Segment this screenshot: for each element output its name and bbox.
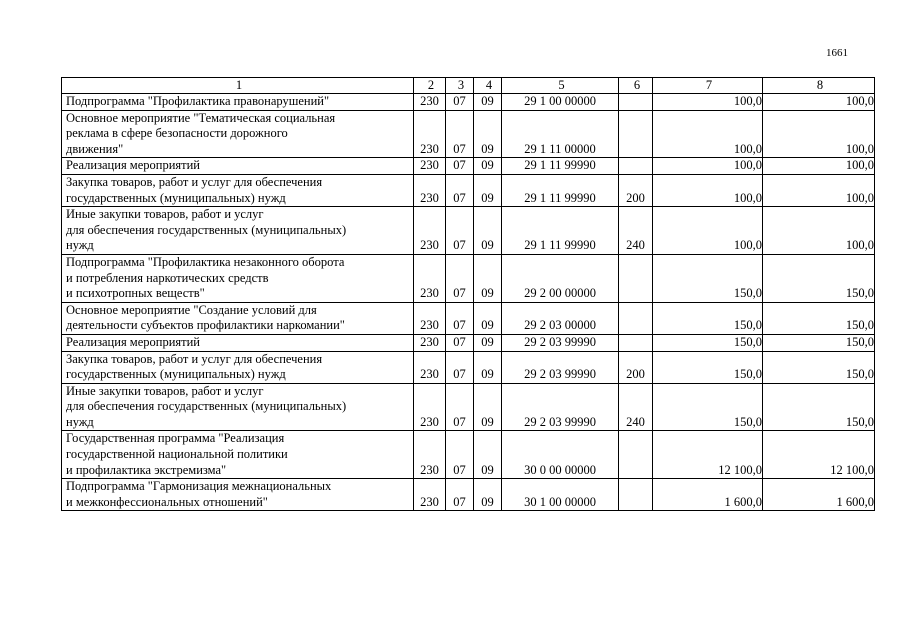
row-amount-1: 150,0 <box>653 383 763 431</box>
row-target-code: 29 1 11 99990 <box>502 158 619 175</box>
table-header-row <box>62 78 875 94</box>
row-amount-1: 150,0 <box>653 351 763 383</box>
row-section-code: 07 <box>446 174 474 206</box>
row-name: Основное мероприятие "Тематическая социальная реклама в сфере безопасности дорожного движения" <box>62 110 414 158</box>
row-expense-type: 240 <box>619 207 653 255</box>
row-subsection-code: 09 <box>474 302 502 334</box>
row-expense-type: 200 <box>619 174 653 206</box>
row-target-code: 29 2 00 00000 <box>502 254 619 302</box>
row-target-code: 29 2 03 00000 <box>502 302 619 334</box>
row-subsection-code: 09 <box>474 174 502 206</box>
row-ministry-code: 230 <box>414 351 446 383</box>
table-row <box>62 254 875 302</box>
budget-table <box>61 77 875 511</box>
header-col-5: 5 <box>502 78 619 94</box>
table-row <box>62 479 875 511</box>
row-subsection-code: 09 <box>474 94 502 111</box>
row-target-code: 29 1 00 00000 <box>502 94 619 111</box>
header-col-1: 1 <box>62 78 414 94</box>
row-name: Реализация мероприятий <box>62 158 414 175</box>
row-target-code: 29 1 11 00000 <box>502 110 619 158</box>
header-col-2: 2 <box>414 78 446 94</box>
header-col-8: 8 <box>763 78 875 94</box>
row-name: Реализация мероприятий <box>62 334 414 351</box>
row-amount-1: 100,0 <box>653 207 763 255</box>
row-expense-type <box>619 431 653 479</box>
row-amount-1: 100,0 <box>653 158 763 175</box>
header-col-6: 6 <box>619 78 653 94</box>
row-section-code: 07 <box>446 334 474 351</box>
row-name: Подпрограмма "Гармонизация межнациональных и межконфессиональных отношений" <box>62 479 414 511</box>
table-row <box>62 351 875 383</box>
row-ministry-code: 230 <box>414 174 446 206</box>
row-section-code: 07 <box>446 158 474 175</box>
row-amount-1: 150,0 <box>653 302 763 334</box>
row-amount-2: 150,0 <box>763 302 875 334</box>
row-expense-type <box>619 479 653 511</box>
row-expense-type <box>619 94 653 111</box>
row-name: Закупка товаров, работ и услуг для обеспечения государственных (муниципальных) нужд <box>62 351 414 383</box>
row-amount-2: 150,0 <box>763 254 875 302</box>
row-amount-2: 1 600,0 <box>763 479 875 511</box>
row-section-code: 07 <box>446 351 474 383</box>
row-ministry-code: 230 <box>414 158 446 175</box>
row-subsection-code: 09 <box>474 351 502 383</box>
row-subsection-code: 09 <box>474 207 502 255</box>
header-col-7: 7 <box>653 78 763 94</box>
row-amount-1: 150,0 <box>653 334 763 351</box>
row-amount-1: 12 100,0 <box>653 431 763 479</box>
row-section-code: 07 <box>446 94 474 111</box>
table-row <box>62 158 875 175</box>
row-amount-2: 100,0 <box>763 174 875 206</box>
row-expense-type <box>619 302 653 334</box>
row-subsection-code: 09 <box>474 479 502 511</box>
row-ministry-code: 230 <box>414 334 446 351</box>
row-section-code: 07 <box>446 479 474 511</box>
row-target-code: 29 2 03 99990 <box>502 334 619 351</box>
row-ministry-code: 230 <box>414 302 446 334</box>
row-subsection-code: 09 <box>474 334 502 351</box>
row-ministry-code: 230 <box>414 207 446 255</box>
row-ministry-code: 230 <box>414 431 446 479</box>
row-amount-2: 100,0 <box>763 207 875 255</box>
row-section-code: 07 <box>446 302 474 334</box>
row-amount-2: 150,0 <box>763 351 875 383</box>
row-ministry-code: 230 <box>414 110 446 158</box>
row-subsection-code: 09 <box>474 383 502 431</box>
row-name: Иные закупки товаров, работ и услуг для обеспечения государственных (муниципальных) нужд <box>62 383 414 431</box>
table-row <box>62 110 875 158</box>
row-name: Основное мероприятие "Создание условий для деятельности субъектов профилактики наркомании" <box>62 302 414 334</box>
row-amount-1: 1 600,0 <box>653 479 763 511</box>
row-ministry-code: 230 <box>414 94 446 111</box>
row-target-code: 29 1 11 99990 <box>502 207 619 255</box>
row-amount-2: 100,0 <box>763 94 875 111</box>
header-col-4: 4 <box>474 78 502 94</box>
row-section-code: 07 <box>446 207 474 255</box>
row-subsection-code: 09 <box>474 158 502 175</box>
row-amount-2: 150,0 <box>763 383 875 431</box>
table-row <box>62 334 875 351</box>
row-expense-type: 200 <box>619 351 653 383</box>
row-ministry-code: 230 <box>414 479 446 511</box>
row-subsection-code: 09 <box>474 254 502 302</box>
row-name: Закупка товаров, работ и услуг для обеспечения государственных (муниципальных) нужд <box>62 174 414 206</box>
row-expense-type: 240 <box>619 383 653 431</box>
row-amount-2: 150,0 <box>763 334 875 351</box>
row-ministry-code: 230 <box>414 383 446 431</box>
page-number: 1661 <box>826 47 848 59</box>
table-row <box>62 94 875 111</box>
row-amount-2: 100,0 <box>763 110 875 158</box>
row-target-code: 29 1 11 99990 <box>502 174 619 206</box>
row-expense-type <box>619 110 653 158</box>
row-section-code: 07 <box>446 254 474 302</box>
row-amount-2: 100,0 <box>763 158 875 175</box>
row-name: Подпрограмма "Профилактика незаконного оборота и потребления наркотических средств и психотропных веществ" <box>62 254 414 302</box>
row-name: Подпрограмма "Профилактика правонарушений" <box>62 94 414 111</box>
row-name: Иные закупки товаров, работ и услуг для обеспечения государственных (муниципальных) нужд <box>62 207 414 255</box>
row-section-code: 07 <box>446 110 474 158</box>
table-row <box>62 383 875 431</box>
row-amount-1: 150,0 <box>653 254 763 302</box>
row-amount-2: 12 100,0 <box>763 431 875 479</box>
row-target-code: 30 0 00 00000 <box>502 431 619 479</box>
row-expense-type <box>619 254 653 302</box>
row-name: Государственная программа "Реализация государственной национальной политики и профилактика экстремизма" <box>62 431 414 479</box>
row-section-code: 07 <box>446 431 474 479</box>
row-subsection-code: 09 <box>474 431 502 479</box>
table-row <box>62 302 875 334</box>
row-target-code: 29 2 03 99990 <box>502 383 619 431</box>
row-expense-type <box>619 158 653 175</box>
header-col-3: 3 <box>446 78 474 94</box>
row-subsection-code: 09 <box>474 110 502 158</box>
table-row <box>62 207 875 255</box>
row-amount-1: 100,0 <box>653 94 763 111</box>
row-target-code: 30 1 00 00000 <box>502 479 619 511</box>
row-amount-1: 100,0 <box>653 174 763 206</box>
row-ministry-code: 230 <box>414 254 446 302</box>
table-row <box>62 431 875 479</box>
row-expense-type <box>619 334 653 351</box>
row-target-code: 29 2 03 99990 <box>502 351 619 383</box>
row-amount-1: 100,0 <box>653 110 763 158</box>
row-section-code: 07 <box>446 383 474 431</box>
table-row <box>62 174 875 206</box>
